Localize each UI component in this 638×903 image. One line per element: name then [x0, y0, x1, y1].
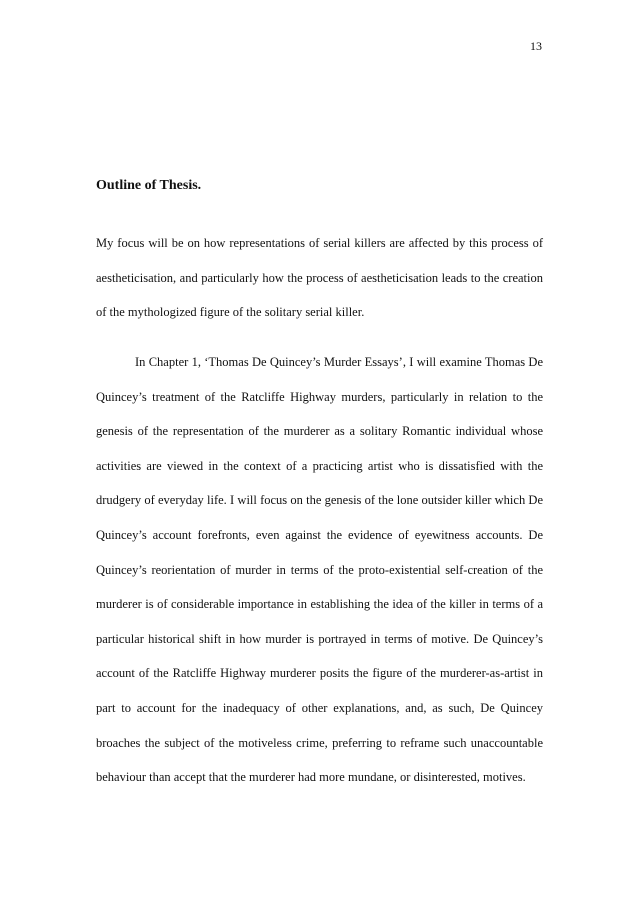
- paragraph-chapter-1: In Chapter 1, ‘Thomas De Quincey’s Murder Essays’, I will examine Thomas De Quincey’s treatment of the Ratcliffe Highway murders, particularly in relation to the genesis of the representation of the murderer as a solitary Romantic individual whose activities are viewed in the context of a practicing artist who is dissatisfied with the drudgery of everyday life. I will focus on the genesis of the lone outsider killer which De Quincey’s account forefronts, even against the evidence of eyewitness accounts. De Quincey’s reorientation of murder in terms of the proto-existential self-creation of the murderer is of considerable importance in establishing the idea of the killer in terms of a particular historical shift in how murder is portrayed in terms of motive. De Quincey’s account of the Ratcliffe Highway murderer posits the figure of the murderer-as-artist in part to account for the inadequacy of other explanations, and, as such, De Quincey broaches the subject of the motiveless crime, preferring to reframe such unaccountable behaviour than accept that the murderer had more mundane, or disinterested, motives.: [96, 355, 543, 785]
- page-number: 13: [530, 39, 542, 53]
- paragraph-focus: My focus will be on how representations of serial killers are affected by this process of aestheticisation, and particularly how the process of aestheticisation leads to the creation of the mythologized figure of the solitary serial killer.: [96, 236, 543, 320]
- section-heading: Outline of Thesis.: [96, 178, 202, 193]
